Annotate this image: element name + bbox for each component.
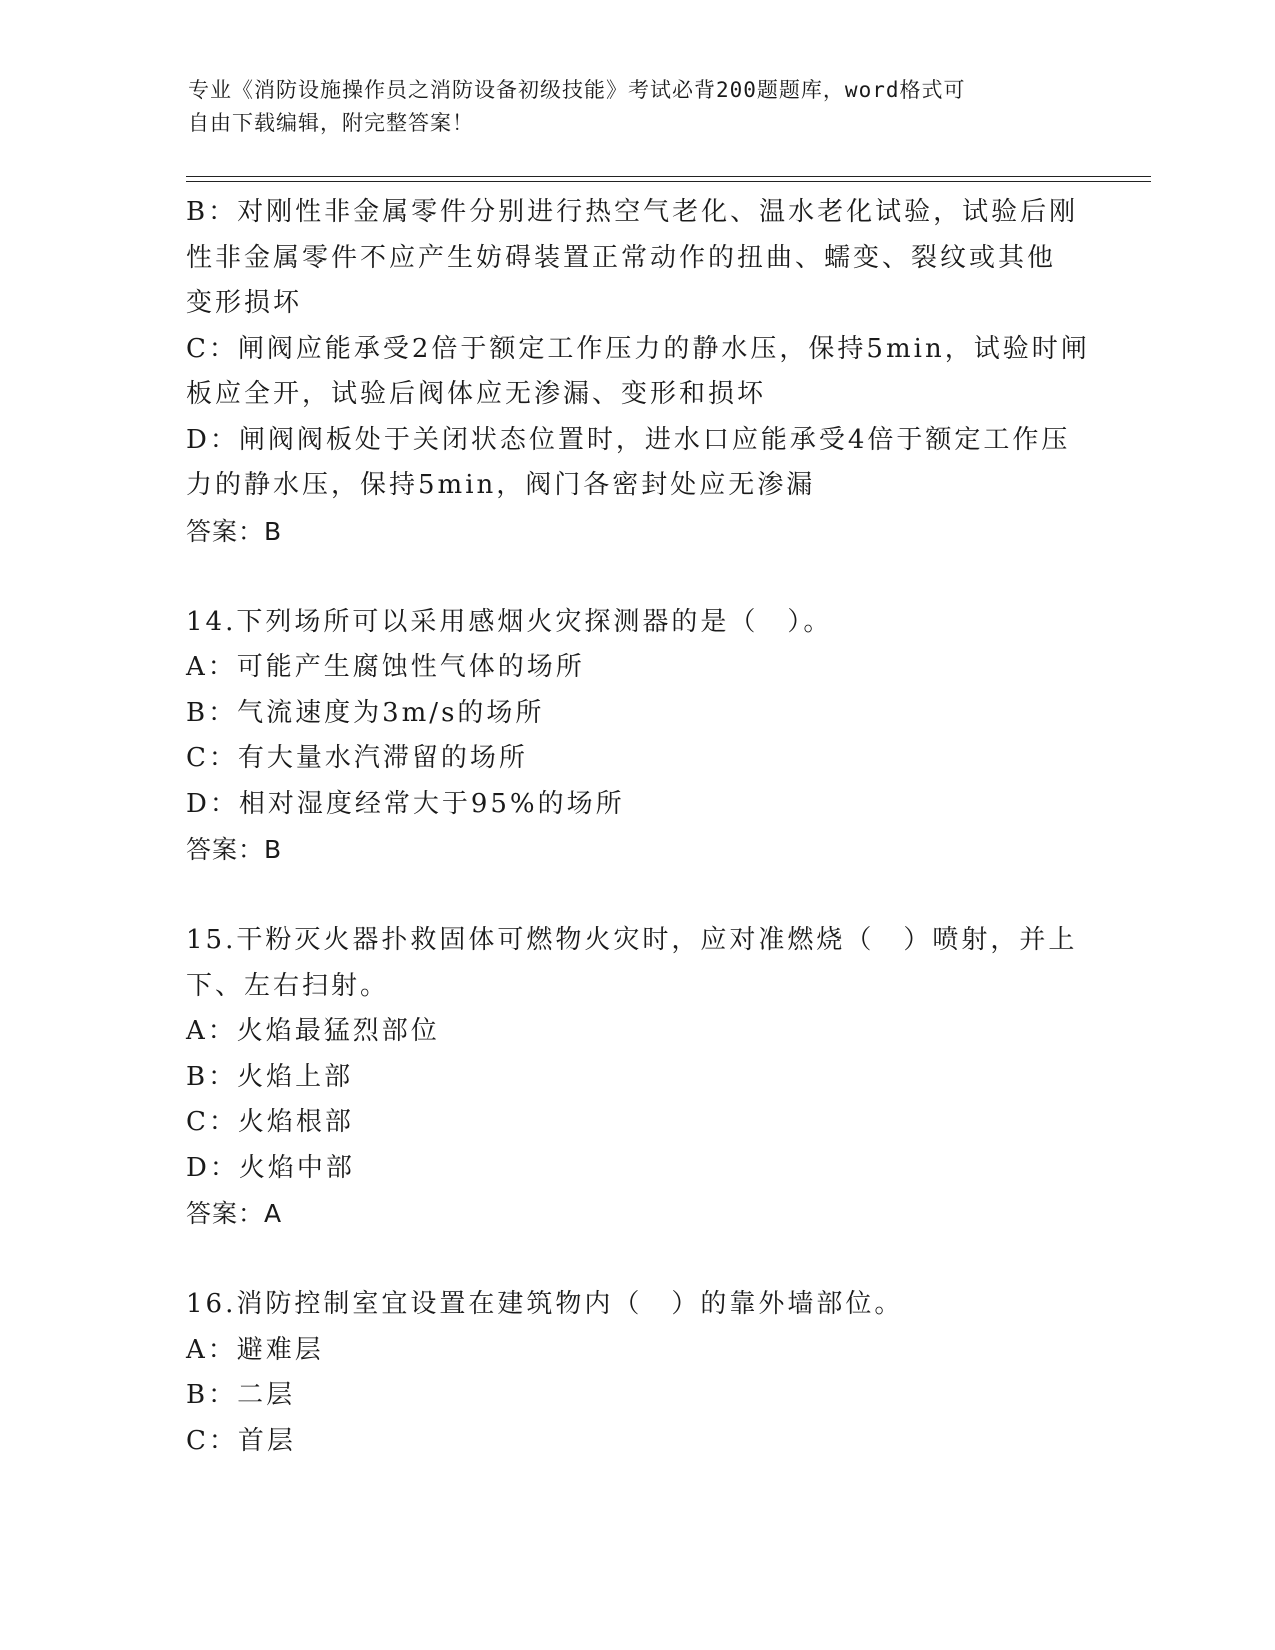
q16-option-a: A：避难层 [186,1334,324,1365]
document-header [188,74,1068,140]
q16-stem: 16.消防控制室宜设置在建筑物内（ ）的靠外墙部位。 [186,1289,904,1319]
q15-option-d: D：火焰中部 [186,1152,355,1183]
spacer [186,554,1086,600]
q13-option-b-line-3: 变形损坏 [186,288,303,318]
q15-option-a: A：火焰最猛烈部位 [186,1016,440,1046]
question-14 [186,600,1086,873]
header-divider-bottom [186,181,1151,182]
q13-option-b-line-2: 性非金属零件不应产生妨碍装置正常动作的扭曲、蠕变、裂纹或其他 [186,242,1057,273]
q15-option-c: C：火焰根部 [186,1107,354,1137]
q14-option-c: C：有大量水汽滞留的场所 [186,743,528,773]
question-13 [186,190,1090,554]
spacer [186,1237,1086,1283]
q13-answer: 答案：B [186,516,283,546]
q15-answer: 答案：A [186,1199,283,1228]
q14-option-b: B：气流速度为3m/s的场所 [186,697,545,728]
q13-option-c-line-2: 板应全开，试验后阀体应无渗漏、变形和损坏 [186,379,767,409]
q13-option-d [186,418,1086,509]
q13-option-b [186,190,1086,327]
question-15 [186,918,1086,1237]
header-line-2: 自由下载编辑，附完整答案！ [188,111,474,135]
q16-option-c: C：首层 [186,1425,296,1456]
q14-answer: 答案：B [186,835,283,864]
q14-option-d: D：相对湿度经常大于95%的场所 [186,788,625,819]
question-16 [186,1282,1086,1464]
q16-option-b: B：二层 [186,1380,296,1410]
q13-option-c [186,327,1090,418]
document-body [186,190,1090,1464]
q14-stem: 14.下列场所可以采用感烟火灾探测器的是（ ）。 [186,606,833,637]
q13-option-b-line-1: B：对刚性非金属零件分别进行热空气老化、温水老化试验，试验后刚 [186,197,1079,227]
q14-option-a: A：可能产生腐蚀性气体的场所 [186,652,585,682]
header-line-1: 专业《消防设施操作员之消防设备初级技能》考试必背200题题库，word格式可 [188,78,966,102]
q13-option-d-line-2: 力的静水压，保持5min，阀门各密封处应无渗漏 [186,470,816,500]
q15-stem-line-1: 15.干粉灭火器扑救固体可燃物火灾时，应对准燃烧（ ）喷射，并上 [186,925,1078,955]
header-divider-top [186,176,1151,177]
q15-option-b: B：火焰上部 [186,1061,354,1092]
q13-option-c-line-1: C：闸阀应能承受2倍于额定工作压力的静水压，保持5min，试验时闸 [186,333,1090,364]
spacer [186,873,1086,919]
q13-option-d-line-1: D：闸阀阀板处于关闭状态位置时，进水口应能承受4倍于额定工作压 [186,424,1071,455]
q15-stem-line-2: 下、左右扫射。 [186,970,390,1001]
